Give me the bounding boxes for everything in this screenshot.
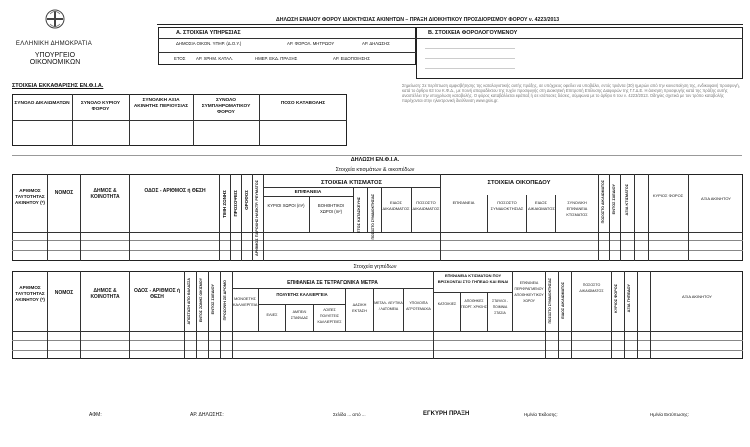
doc-title-underline: [157, 24, 743, 25]
ministry-name: ΥΠΟΥΡΓΕΙΟ ΟΙΚΟΝΟΜΙΚΩΝ: [29, 52, 81, 66]
bld-col-nomos: ΝΟΜΟΣ: [54, 190, 74, 196]
a-field-etos: ΕΤΟΣ: [174, 56, 186, 61]
land-stavloi: ΣΤΑΥΛΟΙ - ΠΟΙΜΝΙΑ ΣΤΑΣΙΑ: [492, 299, 508, 315]
land-metalleftika: ΜΕΤΑΛ- ΛΕΥΤΙΚΑ / ΛΑΤΟΜΕΙΑ: [374, 301, 403, 311]
land-loipes: ΛΟΙΠΕΣ ΠΟΛΥΕΤΕΙΣ ΚΑΛΛΙΕΡΓΕΙΕΣ: [317, 308, 342, 324]
bld-vcol-prosopseis: ΠΡΟΣΟΨΕΙΣ: [233, 190, 238, 217]
bld-voithitikoi: ΒΟΗΘΗΤΙΚΟΙ ΧΩΡΟΙ (m²): [317, 203, 345, 214]
bld-ktisma-title: ΣΤΟΙΧΕΙΑ ΚΤΙΣΜΑΤΟΣ: [321, 180, 382, 186]
section-b-title: Β. ΣΤΟΙΧΕΙΑ ΦΟΡΟΛΟΓΟΥΜΕΝΟΥ: [428, 30, 518, 36]
bld-vcol-timi-zonis: ΤΙΜΗ ΖΩΝΗΣ: [222, 190, 227, 218]
buildings-title: Στοιχεία κτισμάτων & οικοπέδων: [335, 167, 415, 173]
a-field-doy: ΔΗΜΟΣΙΑ ΟΙΚΟΝ. ΥΠΗΡ. (Δ.Ο.Υ.): [176, 41, 242, 46]
footer-issue-date: Ημ/νία Έκδοσης:: [524, 412, 558, 417]
settlement-col-sympl: ΣΥΝΟΛΟ ΣΥΜΠΛΗΡΩΜΑΤΙΚΟΥ ΦΟΡΟΥ: [201, 98, 251, 115]
land-vcol-kyrios: ΚΥΡΙΟΣ ΦΟΡΟΣ: [614, 284, 618, 313]
bld-kyrioi: ΚΥΡΙΟΙ ΧΩΡΟΙ (m²): [267, 203, 305, 208]
oik-epifaneia: ΕΠΙΦΑΝΕΙΑ: [452, 200, 475, 205]
land-monoetis: ΜΟΝΟΕΤΗΣ ΚΑΛΛΙΕΡΓΕΙΑ: [233, 297, 258, 307]
state-name: ΕΛΛΗΝΙΚΗ ΔΗΜΟΚΡΑΤΙΑ: [15, 41, 93, 47]
land-polyetis: ΠΟΛΥΕΤΗΣ ΚΑΛΛΙΕΡΓΕΙΑ: [276, 292, 328, 297]
oik-eidos: ΕΙΔΟΣ ΔΙΚΑΙΩΜΑΤΟΣ: [528, 200, 555, 211]
bld-vcol-orofos: ΟΡΟΦΟΣ: [244, 190, 249, 210]
land-ktisma-title: ΕΠΙΦΑΝΕΙΑ ΚΤΙΣΜΑΤΩΝ ΠΟΥ ΒΡΙΣΚΟΝΤΑΙ ΣΤΟ ΓΗΠΕΔΟ ΚΑΙ ΕΙΝΑΙ: [437, 273, 509, 284]
bld-vcol-pososto-dik: ΠΟΣΟΣΤΟ ΔΙΚΑΙΩΜΑΤΟΣ: [601, 180, 605, 224]
land-col-id: ΑΡΙΘΜΟΣ ΤΑΥΤΟΤΗΤΑΣ ΑΚΙΝΗΤΟΥ (*): [15, 285, 45, 302]
a-field-imer-ekd: ΗΜΕΡ. ΕΚΔ. ΠΡΑΞΗΣ: [255, 56, 298, 61]
land-apothikes: ΑΠΟΘΗΚΕΣ ΓΕΩΡΓ. ΧΡΗΣΗΣ: [461, 299, 487, 309]
land-epif-title: ΕΠΙΦΑΝΕΙΑ ΣΕ ΤΕΤΡΑΓΩΝΙΚΑ ΜΕΤΡΑ: [287, 280, 378, 286]
land-col-dimos: ΔΗΜΟΣ & ΚΟΙΝΟΤΗΤΑ: [90, 288, 120, 300]
bld-oikopedo-title: ΣΤΟΙΧΕΙΑ ΟΙΚΟΠΕΔΟΥ: [487, 180, 551, 186]
bld-pososto-dik: ΠΟΣΟΣΤΟ ΔΙΚΑΙΩΜΑΤΟΣ: [412, 200, 440, 211]
a-field-ar-xrim: ΑΡ. ΧΡΗΜ. ΚΑΤΑΛ.: [196, 56, 234, 61]
land-vcol-zoni: ΕΝΤΟΣ ΖΩΝΗΣ ΟΙΚΙΣΜΟΥ: [199, 278, 203, 323]
footer-page: Σελίδα ... από ...: [333, 412, 366, 417]
land-katoikies: ΚΑΤΟΙΚΙΕΣ: [437, 302, 457, 306]
land-axia: ΑΞΙΑ ΑΚΙΝΗΤΟΥ: [682, 294, 712, 299]
settlement-title: ΣΤΟΙΧΕΙΑ ΕΚΚΑΘΑΡΙΣΗΣ ΕΝ.Φ.Ι.Α.: [12, 83, 104, 89]
settlement-col-axia: ΣΥΝΟΛΙΚΗ ΑΞΙΑ ΑΚΙΝΗΤΗΣ ΠΕΡΙΟΥΣΙΑΣ: [133, 98, 189, 109]
bld-col-id: ΑΡΙΘΜΟΣ ΤΑΥΤΟΤΗΤΑΣ ΑΚΙΝΗΤΟΥ (*): [15, 188, 45, 205]
footer-ar-dilosis: ΑΡ. ΔΗΛΩΣΗΣ:: [190, 412, 224, 418]
land-vcol-pososto-synid: ΠΟΣΟΣΤΟ ΣΥΝΙΔΙΟΚΤΗΣΙΑΣ: [548, 278, 552, 324]
land-perifragmenos: ΕΠΙΦΑΝΕΙΑ ΠΕΡΙΦΡΑΓΜΕΝΟΥ ΑΠΟΘΗΚΕΥΤΙΚΟΥ ΧΩΡΟΥ: [514, 281, 544, 303]
bld-etos: ΕΤΟΣ ΚΑΤΑΣΚΕΥΗΣ: [357, 197, 361, 234]
a-field-ar-eidop: ΑΡ. ΕΙΔΟΠΟΙΗΣΗΣ: [333, 56, 370, 61]
doc-title: ΔΗΛΩΣΗ ΕΝΙΑΙΟΥ ΦΟΡΟΥ ΙΔΙΟΚΤΗΣΙΑΣ ΑΚΙΝΗΤΩΝ – ΠΡΑΞΗ ΔΙΟΙΚΗΤΙΚΟΥ ΠΡΟΣΔΙΟΡΙΣΜΟΥ ΦΟΡΟΥ ν. 4223/2013: [276, 17, 560, 23]
bld-col-dimos: ΔΗΜΟΣ & ΚΟΙΝΟΤΗΤΑ: [90, 188, 120, 200]
land-vcol-axia-gipedou: ΑΞΙΑ ΓΗΠΕΔΟΥ: [627, 284, 631, 313]
bld-vcol-axia-ktismatos: ΑΞΙΑ ΚΤΙΣΜΑΤΟΣ: [625, 184, 629, 216]
declaration-title: ΔΗΛΩΣΗ ΕΝ.Φ.Ι.Α.: [350, 157, 400, 163]
section-a-title: Α. ΣΤΟΙΧΕΙΑ ΥΠΗΡΕΣΙΑΣ: [176, 30, 241, 36]
settlement-col-katavoli: ΠΟΣΟ ΚΑΤΑΒΟΛΗΣ: [280, 101, 326, 106]
oik-pososto: ΠΟΣΟΣΤΟ ΣΥΝΙΔΙΟΚΤΗΣΙΑΣ: [490, 200, 524, 211]
footer-valid-act: ΕΓΚΥΡΗ ΠΡΑΞΗ: [423, 411, 470, 417]
settlement-col-dikaiomata: ΣΥΝΟΛΟ ΔΙΚΑΙΩΜΑΤΩΝ: [14, 101, 70, 106]
land-pososto-dik: ΠΟΣΟΣΤΟ ΔΙΚΑΙΩΜΑΤΟΣ: [579, 283, 604, 293]
a-field-afm: ΑΡ. ΦΟΡΟΛ. ΜΗΤΡΩΟΥ: [287, 41, 335, 46]
land-title: Στοιχεία γηπέδων: [353, 264, 397, 270]
land-vcol-entos: ΕΝΤΟΣ ΣΧΕΔΙΟΥ: [211, 284, 215, 315]
bld-eidos: ΕΙΔΟΣ ΔΙΚΑΙΩΜΑΤΟΣ: [382, 200, 410, 211]
land-vcol-prosopsi: ΠΡΟΣΟΨΗ ΣΕ ΔΡΟΜΟ: [223, 280, 227, 321]
land-ypoloipa: ΥΠΟΛΟΙΠΑ ΑΓΡΟΤΕΜΑΧΙΑ: [406, 301, 431, 311]
land-elies: ΕΛΙΕΣ: [266, 313, 278, 317]
bld-vcol-entos: ΕΝΤΟΣ ΣΧΕΔΙΟΥ: [612, 184, 616, 215]
footer-print-date: Ημ/νία Εκτύπωσης:: [650, 412, 689, 417]
land-vcol-eidos: ΕΙΔΟΣ ΔΙΚΑΙΩΜΑΤΟΣ: [561, 282, 565, 319]
greek-emblem-icon: [44, 8, 66, 30]
land-col-odos: ΟΔΟΣ - ΑΡΙΘΜΟΣ ή ΘΕΣΗ: [133, 288, 181, 300]
land-ampeli: ΑΜΠΕΛΙ ΣΤΑΦΙΔΑΣ: [290, 310, 309, 320]
bld-vcol-paroxi: ΑΡΙΘΜΟΣ ΠΑΡΟΧΗΣ ΗΛΕΚΤΡ. ΡΕΥΜΑΤΟΣ: [255, 180, 259, 257]
land-col-nomos: ΝΟΜΟΣ: [54, 290, 74, 296]
bld-pososto-synid: ΠΟΣΟΣΤΟ ΣΥΝΙΔΙΟΚΤΗΣΙΑΣ: [371, 194, 375, 240]
bld-epifaneia: ΕΠΙΦΑΝΕΙΑ: [294, 190, 322, 195]
a-field-ar-dilosis: ΑΡ. ΔΗΛΩΣΗΣ: [362, 41, 390, 46]
land-dasiki: ΔΑΣΙΚΗ ΕΚΤΑΣΗ: [352, 303, 367, 313]
settlement-note: Σημείωση: Σε περίπτωση αμφισβήτησης της καταλογιστικής αυτής πράξης, σε υπόχρεος οφείλει να υποβάλει, εντός τριάντα (30) ημερών από την κοινοποίηση της, ενδικοφανή προσφυγή, κατά το άρθρο 63 του Κ.Φ.Δ., με ποινή απαραδέκτου της τυχόν προσφυγής στη Διοικητική Επιτροπή Επίλυσης Διαφορών της Γ.Γ.Δ.Ε. Η άσκηση προσφυγής κατά της πράξης αυτής αναστέλλει την υποχρέωση καταβολής. Ο φόρος καταβάλλεται εφάπαξ ή σε ισόποσες δόσεις, σύμφωνα με το άρθρο 6 του ν. 4223/2013. Οδηγίες σχετικά με τον τρόπο καταβολής παρέχονται στην ηλεκτρονική διεύθυνση www.gsis.gr.: [402, 83, 740, 103]
land-vcol-apostasi: ΑΠΟΣΤΑΣΗ ΑΠΟ ΘΑΛΑΣΣΑ: [187, 278, 191, 325]
bld-col-odos: ΟΔΟΣ - ΑΡΙΘΜΟΣ ή ΘΕΣΗ: [144, 188, 206, 194]
footer-afm: ΑΦΜ:: [89, 412, 102, 418]
settlement-col-kyrios: ΣΥΝΟΛΟ ΚΥΡΙΟΥ ΦΟΡΟΥ: [80, 101, 121, 112]
oik-synoliki: ΣΥΝΟΛΙΚΗ ΕΠΙΦΑΝΕΙΑ ΚΤΙΣΜΑΤΟΣ: [566, 201, 588, 217]
bld-kyrios-foros: ΚΥΡΙΟΣ ΦΟΡΟΣ: [652, 193, 684, 198]
bld-axia-akinitou: ΑΞΙΑ ΑΚΙΝΗΤΟΥ: [701, 196, 731, 201]
